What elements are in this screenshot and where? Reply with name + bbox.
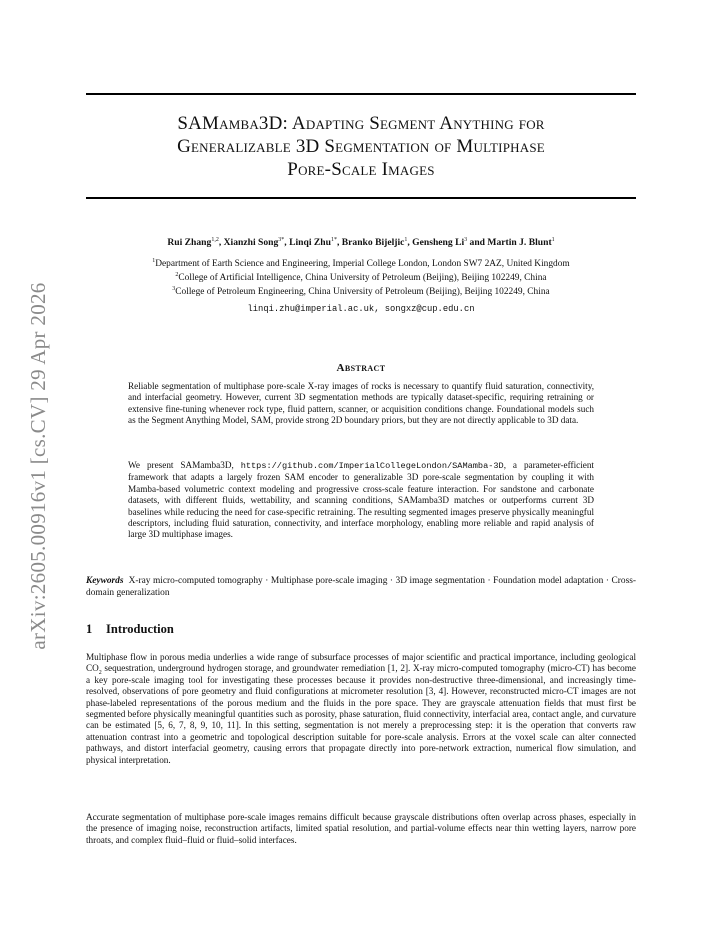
author-name: Xianzhi Song — [223, 237, 279, 248]
title-line-3: Pore-Scale Images — [287, 159, 435, 180]
affiliation-sup: 1 — [152, 257, 156, 264]
author-name: Linqi Zhu — [289, 237, 331, 248]
author-separator: , — [218, 237, 224, 248]
section-number: 1 — [86, 622, 93, 636]
author-name: Gensheng Li — [412, 237, 465, 248]
abstract-text: , a parameter-efficient framework that adapts a largely frozen SAM encoder to generalizable 3D pore-scale segmentation by coupling it with Mamba-based volumetric context modeling and progressive cross-scale feature interaction. For sandstone and carbonate datasets, with different fluids, wettability, and scanning conditions, SAMamba3D matches or outperforms current 3D baselines while reducing the need for case-specific retraining. The resulting segmented images preserve physically meaningful descriptors, including fluid saturation, connectivity, and interface morphology, enabling more reliable and rapid analysis of large 3D multiphase images. — [128, 460, 594, 540]
author-separator: , — [284, 237, 290, 248]
affiliation-text: Department of Earth Science and Engineering, Imperial College London, London SW7 2AZ, United Kingdom — [155, 259, 570, 269]
abstract-paragraph-1: Reliable segmentation of multiphase pore-scale X-ray images of rocks is necessary to quantify fluid saturation, connectivity, and interfacial geometry. However, current 3D segmentation methods are typically dataset-specific, requiring retraining or extensive fine-tuning whenever rock type, fluid pattern, scanner, or acquisition conditions change. Foundational models such as the Segment Anything Model, SAM, provide strong 2D boundary priors, but they are not directly applicable to 3D data. — [128, 381, 594, 426]
title-top-rule — [86, 93, 636, 95]
author-affil-sup: 3* — [278, 236, 285, 243]
abstract-text: We present SAMamba3D, — [128, 460, 241, 470]
author-list — [86, 237, 636, 248]
body-paragraph-1 — [86, 652, 636, 766]
author-name: Martin J. Blunt — [487, 237, 552, 248]
keywords-text: X-ray micro-computed tomography · Multiphase pore-scale imaging · 3D image segmentation · Foundation model adaptation · Cross-domain generalization — [86, 576, 637, 598]
github-link[interactable]: https://github.com/ImperialCollegeLondon/SAMamba-3D — [240, 461, 504, 471]
author-separator: , — [336, 237, 342, 248]
affiliation-2 — [86, 273, 636, 283]
title-bottom-rule — [86, 197, 636, 199]
body-text: sequestration, underground hydrogen storage, and groundwater remediation [1, 2]. X-ray micro-computed tomography (micro-CT) has become a key pore-scale imaging tool for investigating these processes because it provides non-destructive three-dimensional, and increasingly time-resolved, observations of pore geometry and fluid configurations at micrometer resolution [3, 4]. However, reconstructed micro-CT images are not phase-labeled representations of the porous medium and the fluids in the pore space. They are grayscale attenuation fields that must first be segmented before physically meaningful quantities such as porosity, phase saturation, fluid connectivity, interfacial area, contact angle, and curvature can be estimated [5, 6, 7, 8, 9, 10, 11]. In this setting, segmentation is not merely a preprocessing step: it is the operation that converts raw attenuation contrast into a geometric and topological description suitable for pore-scale analysis. Errors at the voxel scale can alter connected pathways, and distort interfacial geometry, causing errors that propagate directly into pore-network extraction, numerical flow simulation, and physical interpretation. — [86, 663, 636, 765]
author-name: Rui Zhang — [167, 237, 212, 248]
affiliation-1 — [86, 259, 636, 269]
arxiv-stamp[interactable]: arXiv:2605.00916v1 [cs.CV] 29 Apr 2026 — [26, 282, 50, 650]
author-affil-sup: 1 — [551, 236, 555, 243]
section-title: Introduction — [106, 622, 174, 636]
section-heading — [86, 622, 174, 637]
keywords-label: Keywords — [86, 576, 124, 586]
affiliation-text: College of Artificial Intelligence, China University of Petroleum (Beijing), Beijing 102249, China — [178, 273, 547, 283]
author-affil-sup: 1 — [404, 236, 408, 243]
affiliation-sup: 3 — [172, 285, 176, 292]
author-affil-sup: 3 — [464, 236, 468, 243]
title-line-1: SAMamba3D: Adapting Segment Anything for — [177, 113, 545, 134]
body-paragraph-2: Accurate segmentation of multiphase pore-scale images remains difficult because grayscale distributions often overlap across phases, especially in the presence of imaging noise, reconstruction artifacts, limited spatial resolution, and partial-volume effects near thin wetting layers, narrow pore throats, and complex fluid–fluid or fluid–solid interfaces. — [86, 812, 636, 845]
title-line-2: Generalizable 3D Segmentation of Multiphase — [177, 136, 545, 157]
paper-title — [86, 112, 636, 181]
body-text: Multiphase flow in porous media underlies a wide range of subsurface processes of major scientific and practical importance, including geological CO — [86, 652, 636, 674]
author-separator: and — [467, 237, 488, 248]
affiliation-sup: 2 — [175, 271, 179, 278]
author-emails[interactable]: linqi.zhu@imperial.ac.uk, songxz@cup.edu.cn — [247, 304, 475, 314]
abstract-paragraph-2 — [128, 460, 594, 541]
affiliation-text: College of Petroleum Engineering, China University of Petroleum (Beijing), Beijing 102249, China — [175, 287, 550, 297]
affiliation-3 — [86, 287, 636, 297]
author-name: Branko Bijeljic — [341, 237, 405, 248]
author-affil-sup: 1,2 — [211, 236, 219, 243]
abstract-heading: Abstract — [336, 362, 386, 374]
author-affil-sup: 1* — [330, 236, 337, 243]
author-separator: , — [407, 237, 413, 248]
subscript: 2 — [98, 670, 102, 677]
keywords-block — [86, 575, 636, 599]
